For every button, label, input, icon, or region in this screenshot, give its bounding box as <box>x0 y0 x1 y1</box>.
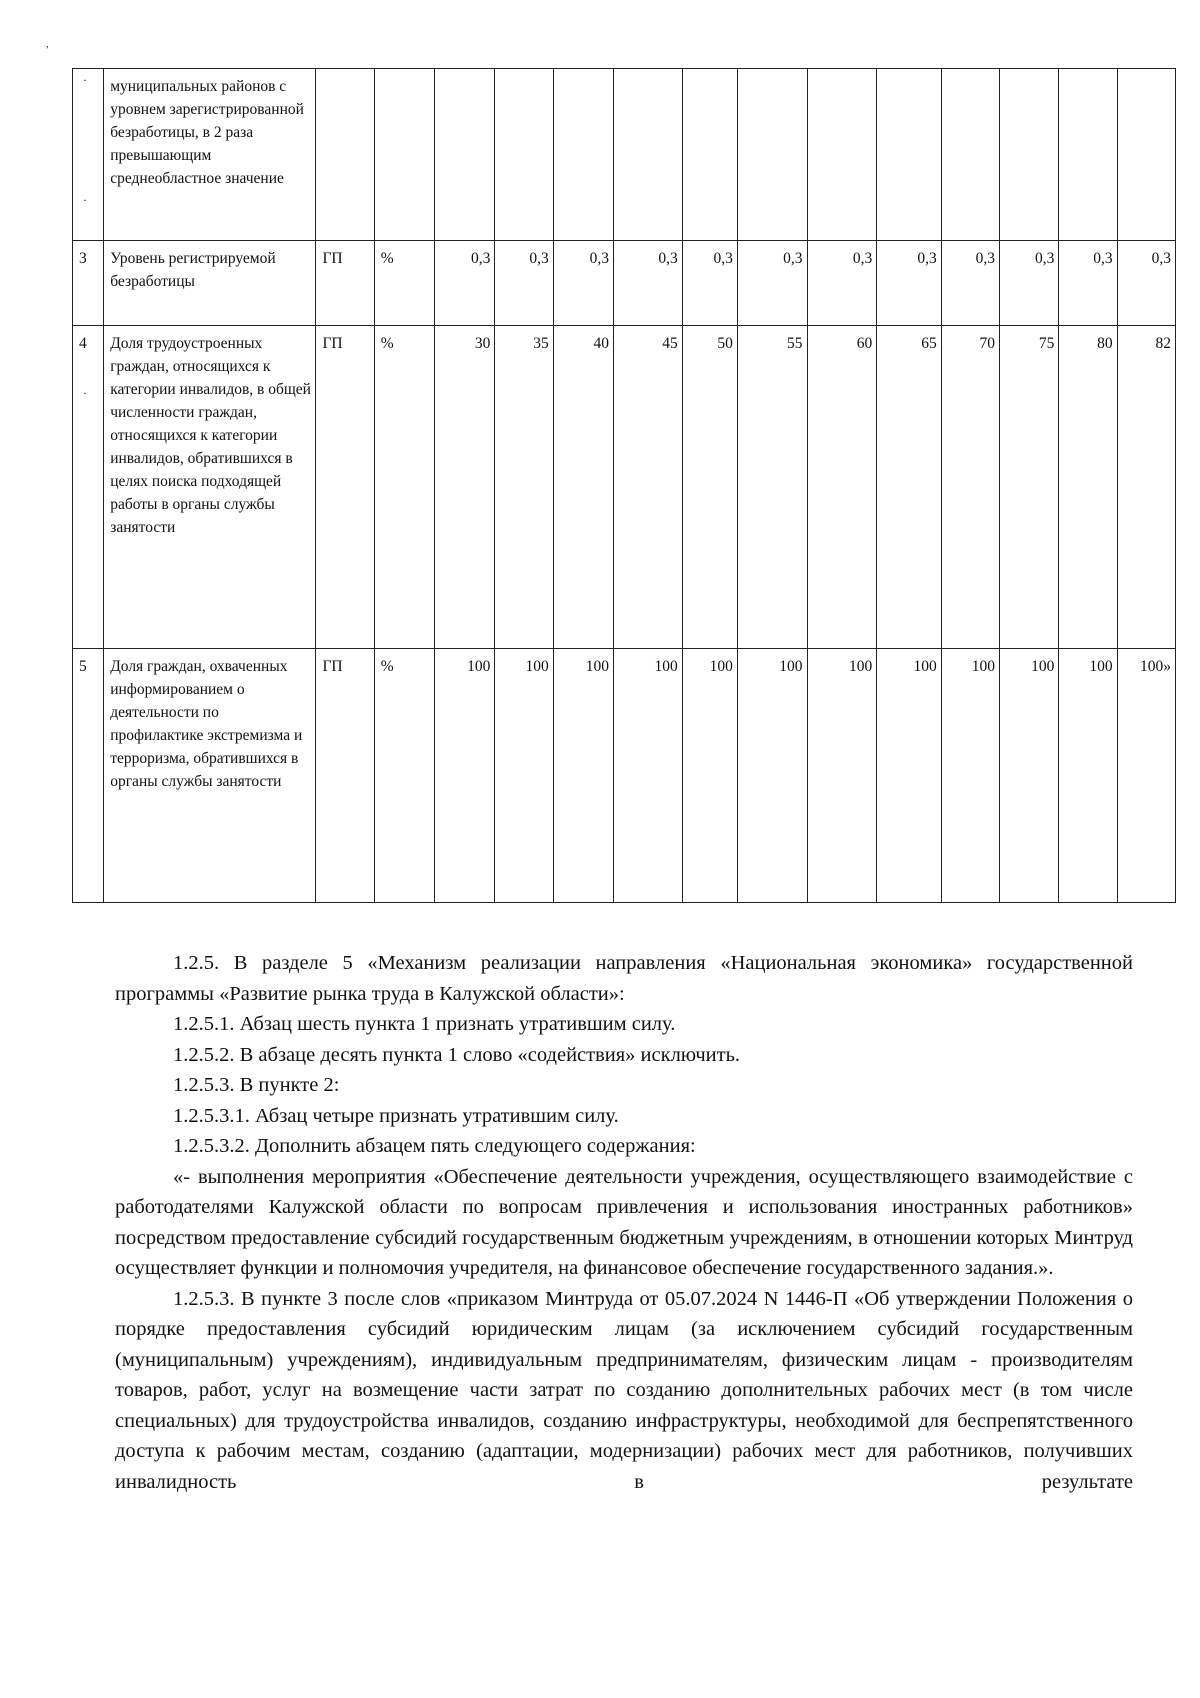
table-row <box>73 326 1176 649</box>
value-cell: 75 <box>1000 326 1059 649</box>
value-cell: 70 <box>941 326 999 649</box>
indicator-name: Доля трудоустроенных граждан, относящихся к категории инвалидов, в общей численности граждан, относящихся к категории инвалидов, обратившихся в целях поиска подходящей работы в органы службы занятости <box>104 326 316 649</box>
value-cell: 40 <box>553 326 613 649</box>
row-number: · · <box>73 69 104 241</box>
value-cell: 45 <box>614 326 683 649</box>
indicator-unit: % <box>374 649 434 903</box>
value-cell: 100 <box>807 649 877 903</box>
value-cell: 0,3 <box>1117 241 1175 326</box>
indicator-unit: % <box>374 241 434 326</box>
value-cell: 0,3 <box>877 241 942 326</box>
value-cell <box>737 69 807 241</box>
row-number: 3 <box>73 241 104 326</box>
paragraph: 1.2.5.3.1. Абзац четыре признать утратившим силу. <box>173 1104 619 1127</box>
indicator-name: Доля граждан, охваченных информированием о деятельности по профилактике экстремизма и терроризма, обратившихся в органы службы занятости <box>104 649 316 903</box>
value-cell: 0,3 <box>737 241 807 326</box>
scan-dot: , <box>46 39 49 50</box>
value-cell: 100 <box>1000 649 1059 903</box>
indicator-source <box>316 69 374 241</box>
paragraph: 1.2.5.3.2. Дополнить абзацем пять следующего содержания: <box>173 1135 696 1157</box>
value-cell: 0,3 <box>1000 241 1059 326</box>
value-cell: 0,3 <box>682 241 737 326</box>
paragraph: «- выполнения мероприятия «Обеспечение деятельности учреждения, осуществляющего взаимодействие с работодателями Калужской области по вопросам привлечения и использования иностранных работников» посредством предоставление субсидий государственным бюджетным учреждениям, в отношении которых Минтруд осуществляет функции и полномочия учредителя, на финансовое обеспечение государственного задания.». <box>115 1165 1133 1279</box>
value-cell: 0,3 <box>614 241 683 326</box>
value-cell: 35 <box>495 326 553 649</box>
value-cell <box>553 69 613 241</box>
table-row <box>73 649 1176 903</box>
value-cell: 100 <box>495 649 553 903</box>
body-text <box>115 948 1133 1497</box>
paragraph: 1.2.5.2. В абзаце десять пункта 1 слово «содействия» исключить. <box>173 1043 741 1066</box>
value-cell: 100 <box>435 649 495 903</box>
paragraph: 1.2.5.3. В пункте 3 после слов «приказом Минтруда от 05.07.2024 N 1446-П «Об утверждении Положения о порядке предоставления субсидий юридическим лицам (за исключением субсидий государственным (муниципальным) учреждениям), индивидуальным предпринимателям, физическим лицам - производителям товаров, работ, услуг на возмещение части затрат по созданию дополнительных рабочих мест (в том числе специальных) для трудоустройства инвалидов, созданию инфраструктуры, необходимой для беспрепятственного доступа к рабочим местам, созданию (адаптации, модернизации) рабочих мест для работников, получивших инвалидность в результате <box>115 1287 1133 1493</box>
value-cell: 100 <box>941 649 999 903</box>
value-cell <box>682 69 737 241</box>
value-cell: 100 <box>877 649 942 903</box>
value-cell: 0,3 <box>941 241 999 326</box>
value-cell <box>1059 69 1117 241</box>
value-cell <box>614 69 683 241</box>
value-cell: 0,3 <box>807 241 877 326</box>
value-cell: 65 <box>877 326 942 649</box>
value-cell: 30 <box>435 326 495 649</box>
value-cell: 50 <box>682 326 737 649</box>
row-number: 4 · <box>73 326 104 649</box>
row-number: 5 <box>73 649 104 903</box>
value-cell: 100 <box>737 649 807 903</box>
indicator-source: ГП <box>316 649 374 903</box>
paragraph: 1.2.5.1. Абзац шесть пункта 1 признать утратившим силу. <box>173 1013 676 1035</box>
value-cell <box>807 69 877 241</box>
value-cell: 100 <box>1059 649 1117 903</box>
table-row <box>73 69 1176 241</box>
indicator-name: Уровень регистрируемой безработицы <box>104 241 316 326</box>
value-cell <box>877 69 942 241</box>
value-cell <box>941 69 999 241</box>
value-cell: 100 <box>682 649 737 903</box>
value-cell: 100» <box>1117 649 1175 903</box>
value-cell: 0,3 <box>1059 241 1117 326</box>
value-cell <box>495 69 553 241</box>
value-cell <box>1000 69 1059 241</box>
value-cell <box>435 69 495 241</box>
indicators-table <box>72 68 1176 903</box>
value-cell: 60 <box>807 326 877 649</box>
value-cell: 100 <box>553 649 613 903</box>
indicator-name: муниципальных районов с уровнем зарегистрированной безработицы, в 2 раза превышающим среднеобластное значение <box>104 69 316 241</box>
value-cell: 80 <box>1059 326 1117 649</box>
indicator-unit: % <box>374 326 434 649</box>
indicator-unit <box>374 69 434 241</box>
paragraph: 1.2.5. В разделе 5 «Механизм реализации направления «Национальная экономика» государственной программы «Развитие рынка труда в Калужской области»: <box>115 952 1133 1005</box>
paragraph: 1.2.5.3. В пункте 2: <box>173 1074 340 1096</box>
indicator-source: ГП <box>316 241 374 326</box>
value-cell: 100 <box>614 649 683 903</box>
indicator-source: ГП <box>316 326 374 649</box>
value-cell: 55 <box>737 326 807 649</box>
value-cell: 0,3 <box>553 241 613 326</box>
table-row <box>73 241 1176 326</box>
value-cell <box>1117 69 1175 241</box>
value-cell: 0,3 <box>495 241 553 326</box>
value-cell: 82 <box>1117 326 1175 649</box>
value-cell: 0,3 <box>435 241 495 326</box>
